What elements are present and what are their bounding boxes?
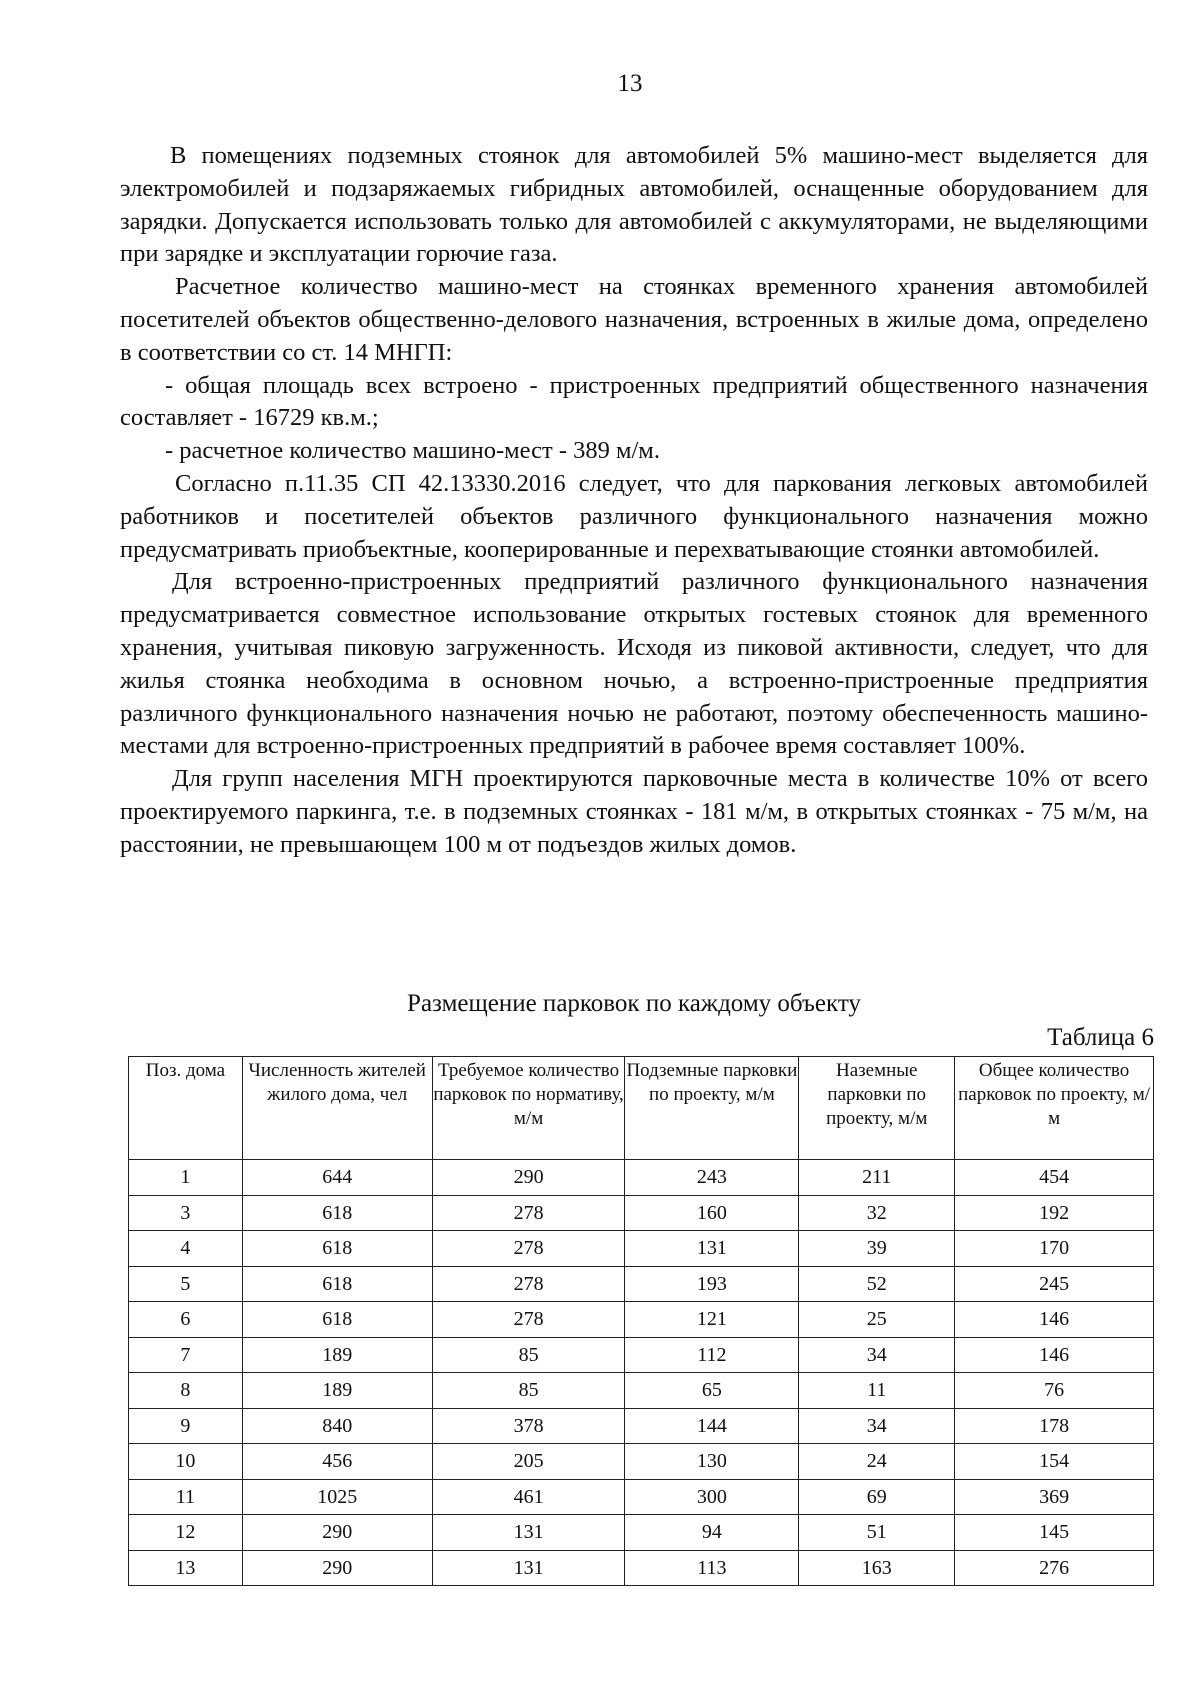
cell-underground: 193 bbox=[625, 1266, 799, 1302]
cell-total: 178 bbox=[955, 1408, 1154, 1444]
cell-underground: 94 bbox=[625, 1515, 799, 1551]
paragraph-ev-charging: В помещениях подземных стоянок для автомобилей 5% машино-мест выделяется для электромобилей и подзаряжаемых гибридных автомобилей, оснащенные оборудованием для зарядки. Допускается использовать только для автомобилей с аккумуляторами, не выделяющими при зарядке и эксплуатации горючие газа. bbox=[120, 142, 1148, 268]
cell-total: 146 bbox=[955, 1337, 1154, 1373]
cell-surface: 211 bbox=[799, 1160, 955, 1196]
cell-required: 131 bbox=[432, 1550, 625, 1586]
table-caption: Размещение парковок по каждому объекту bbox=[407, 990, 861, 1017]
cell-underground: 121 bbox=[625, 1302, 799, 1338]
cell-position: 4 bbox=[129, 1231, 243, 1267]
table-row bbox=[129, 1550, 1154, 1586]
cell-required: 131 bbox=[432, 1515, 625, 1551]
header-surface: Наземные парковки по проекту, м/м bbox=[799, 1057, 955, 1160]
cell-position: 11 bbox=[129, 1479, 243, 1515]
cell-required: 85 bbox=[432, 1337, 625, 1373]
cell-residents: 618 bbox=[242, 1231, 432, 1267]
cell-position: 13 bbox=[129, 1550, 243, 1586]
table-row bbox=[129, 1515, 1154, 1551]
cell-required: 290 bbox=[432, 1160, 625, 1196]
cell-position: 6 bbox=[129, 1302, 243, 1338]
cell-required: 278 bbox=[432, 1266, 625, 1302]
table-row bbox=[129, 1302, 1154, 1338]
cell-underground: 131 bbox=[625, 1231, 799, 1267]
paragraph-mgn-parking: Для групп населения МГН проектируются парковочные места в количестве 10% от всего проектируемого паркинга, т.е. в подземных стоянках - 181 м/м, в открытых стоянках - 75 м/м, на расстоянии, не превышающем 100 м от подъездов жилых домов. bbox=[120, 765, 1148, 858]
document-body bbox=[120, 140, 1148, 862]
header-residents: Численность жителей жилого дома, чел bbox=[242, 1057, 432, 1160]
cell-total: 76 bbox=[955, 1373, 1154, 1409]
paragraph-shared-parking: Для встроенно-пристроенных предприятий различного функционального назначения предусматривается совместное использование открытых гостевых стоянок для временного хранения, учитывая пиковую загруженность. Исходя из пиковой активности, следует, что для жилья стоянка необходима в основном ночью, а встроенно-пристроенные предприятия различного функционального назначения ночью не работают, поэтому обеспеченность машино-местами для встроенно-пристроенных предприятий в рабочее время составляет 100%. bbox=[120, 568, 1148, 760]
cell-underground: 300 bbox=[625, 1479, 799, 1515]
cell-total: 170 bbox=[955, 1231, 1154, 1267]
cell-required: 378 bbox=[432, 1408, 625, 1444]
paragraph-total-area: - общая площадь всех встроено - пристроенных предприятий общественного назначения составляет - 16729 кв.м.; bbox=[120, 371, 1148, 432]
cell-total: 454 bbox=[955, 1160, 1154, 1196]
cell-total: 276 bbox=[955, 1550, 1154, 1586]
cell-required: 461 bbox=[432, 1479, 625, 1515]
cell-position: 9 bbox=[129, 1408, 243, 1444]
cell-surface: 163 bbox=[799, 1550, 955, 1586]
cell-position: 12 bbox=[129, 1515, 243, 1551]
cell-underground: 160 bbox=[625, 1195, 799, 1231]
cell-required: 205 bbox=[432, 1444, 625, 1480]
cell-required: 85 bbox=[432, 1373, 625, 1409]
table-row bbox=[129, 1160, 1154, 1196]
cell-underground: 243 bbox=[625, 1160, 799, 1196]
cell-position: 10 bbox=[129, 1444, 243, 1480]
cell-surface: 32 bbox=[799, 1195, 955, 1231]
table-row bbox=[129, 1266, 1154, 1302]
cell-underground: 113 bbox=[625, 1550, 799, 1586]
cell-position: 7 bbox=[129, 1337, 243, 1373]
cell-residents: 189 bbox=[242, 1373, 432, 1409]
cell-total: 154 bbox=[955, 1444, 1154, 1480]
cell-underground: 130 bbox=[625, 1444, 799, 1480]
parking-table bbox=[128, 1056, 1154, 1586]
table-row bbox=[129, 1408, 1154, 1444]
cell-residents: 618 bbox=[242, 1195, 432, 1231]
cell-underground: 65 bbox=[625, 1373, 799, 1409]
table-row bbox=[129, 1373, 1154, 1409]
cell-surface: 52 bbox=[799, 1266, 955, 1302]
header-underground: Подземные парковки по проекту, м/м bbox=[625, 1057, 799, 1160]
cell-surface: 51 bbox=[799, 1515, 955, 1551]
page-number: 13 bbox=[617, 70, 643, 97]
cell-total: 145 bbox=[955, 1515, 1154, 1551]
header-position: Поз. дома bbox=[129, 1057, 243, 1160]
cell-total: 245 bbox=[955, 1266, 1154, 1302]
table-header-row bbox=[129, 1057, 1154, 1160]
cell-total: 146 bbox=[955, 1302, 1154, 1338]
cell-residents: 189 bbox=[242, 1337, 432, 1373]
table-row bbox=[129, 1444, 1154, 1480]
cell-required: 278 bbox=[432, 1231, 625, 1267]
cell-residents: 644 bbox=[242, 1160, 432, 1196]
cell-surface: 24 bbox=[799, 1444, 955, 1480]
cell-residents: 618 bbox=[242, 1266, 432, 1302]
cell-position: 1 bbox=[129, 1160, 243, 1196]
cell-surface: 34 bbox=[799, 1337, 955, 1373]
cell-position: 8 bbox=[129, 1373, 243, 1409]
table-row bbox=[129, 1195, 1154, 1231]
cell-required: 278 bbox=[432, 1195, 625, 1231]
cell-residents: 840 bbox=[242, 1408, 432, 1444]
cell-residents: 456 bbox=[242, 1444, 432, 1480]
table-row bbox=[129, 1479, 1154, 1515]
cell-residents: 290 bbox=[242, 1550, 432, 1586]
cell-total: 369 bbox=[955, 1479, 1154, 1515]
table-body bbox=[129, 1160, 1154, 1586]
table-label: Таблица 6 bbox=[1047, 1024, 1154, 1051]
cell-residents: 618 bbox=[242, 1302, 432, 1338]
header-required: Требуемое количество парковок по нормативу, м/м bbox=[432, 1057, 625, 1160]
cell-residents: 1025 bbox=[242, 1479, 432, 1515]
cell-surface: 25 bbox=[799, 1302, 955, 1338]
cell-surface: 69 bbox=[799, 1479, 955, 1515]
cell-surface: 11 bbox=[799, 1373, 955, 1409]
cell-position: 3 bbox=[129, 1195, 243, 1231]
table-row bbox=[129, 1231, 1154, 1267]
cell-surface: 34 bbox=[799, 1408, 955, 1444]
header-total: Общее количество парковок по проекту, м/м bbox=[955, 1057, 1154, 1160]
cell-underground: 112 bbox=[625, 1337, 799, 1373]
paragraph-visitor-parking: Расчетное количество машино-мест на стоянках временного хранения автомобилей посетителей объектов общественно-делового назначения, встроенных в жилые дома, определено в соответствии со ст. 14 МНГП: bbox=[120, 273, 1148, 366]
cell-residents: 290 bbox=[242, 1515, 432, 1551]
cell-total: 192 bbox=[955, 1195, 1154, 1231]
cell-required: 278 bbox=[432, 1302, 625, 1338]
paragraph-parking-count: - расчетное количество машино-мест - 389 м/м. bbox=[165, 437, 660, 465]
cell-underground: 144 bbox=[625, 1408, 799, 1444]
cell-surface: 39 bbox=[799, 1231, 955, 1267]
cell-position: 5 bbox=[129, 1266, 243, 1302]
table-row bbox=[129, 1337, 1154, 1373]
paragraph-sp-reference: Согласно п.11.35 СП 42.13330.2016 следует, что для паркования легковых автомобилей работников и посетителей объектов различного функционального назначения можно предусматривать приобъектные, кооперированные и перехватывающие стоянки автомобилей. bbox=[120, 469, 1148, 563]
